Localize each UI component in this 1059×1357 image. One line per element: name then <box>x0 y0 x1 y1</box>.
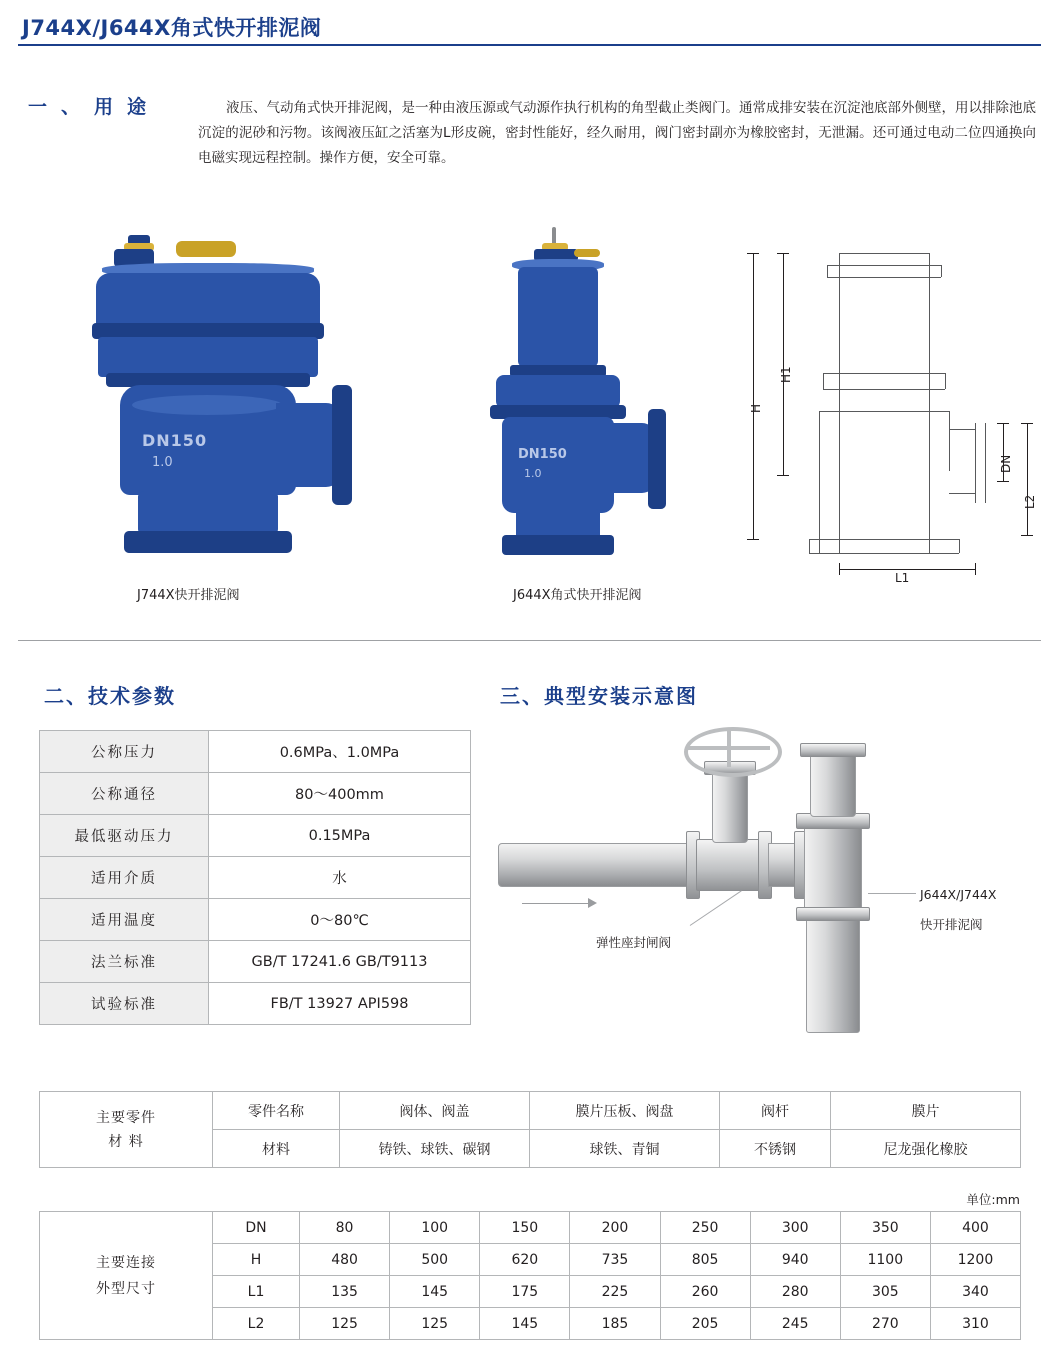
dimension-cell: 340 <box>930 1276 1020 1308</box>
table-row <box>40 773 471 815</box>
part-name: 膜片压板、阀盘 <box>530 1092 720 1130</box>
dimension-cell: 145 <box>480 1308 570 1340</box>
page-title: J744X/J644X角式快开排泥阀 <box>22 16 322 40</box>
table-row <box>40 941 471 983</box>
installation-diagram <box>490 725 1030 1035</box>
section-2-heading: 二、技术参数 <box>44 684 176 708</box>
photo-caption-left: J744X快开排泥阀 <box>137 588 240 603</box>
dimension-cell: 280 <box>750 1276 840 1308</box>
spec-key: 公称压力 <box>40 731 209 773</box>
dimension-cell: 200 <box>570 1212 660 1244</box>
spec-key: 适用介质 <box>40 857 209 899</box>
spec-value: GB/T 17241.6 GB/T9113 <box>209 941 471 983</box>
spec-key: 适用温度 <box>40 899 209 941</box>
parts-header-line2: 材 料 <box>108 1133 144 1150</box>
dimension-cell: 305 <box>840 1276 930 1308</box>
dimension-cell: 270 <box>840 1308 930 1340</box>
dimensions-header-line1: 主要连接 <box>96 1254 156 1271</box>
dimension-cell: 245 <box>750 1308 840 1340</box>
parts-col-label: 零件名称 <box>213 1092 340 1130</box>
dimension-cell: 205 <box>660 1308 750 1340</box>
tech-parameters-table <box>39 730 471 1025</box>
part-name: 膜片 <box>831 1092 1021 1130</box>
dimension-cell: 400 <box>930 1212 1020 1244</box>
parts-row-header <box>40 1092 213 1168</box>
part-material: 球铁、青铜 <box>530 1130 720 1168</box>
page-header <box>0 0 1059 46</box>
spec-value: FB/T 13927 API598 <box>209 983 471 1025</box>
dimension-cell: 135 <box>300 1276 390 1308</box>
spec-value: 0.6MPa、1.0MPa <box>209 731 471 773</box>
dimension-label: DN <box>213 1212 300 1244</box>
dimension-cell: 500 <box>390 1244 480 1276</box>
dimension-cell: 250 <box>660 1212 750 1244</box>
valve-body-marking: DN150 <box>142 431 208 450</box>
dimension-cell: 145 <box>390 1276 480 1308</box>
valve-photo-j744x: DN150 1.0 <box>80 235 370 565</box>
part-name: 阀杆 <box>720 1092 831 1130</box>
table-row <box>40 1212 1021 1244</box>
section-3-heading: 三、典型安装示意图 <box>500 684 698 708</box>
dimension-cell: 225 <box>570 1276 660 1308</box>
product-images <box>0 215 1059 615</box>
spec-key: 公称通径 <box>40 773 209 815</box>
dimension-cell: 100 <box>390 1212 480 1244</box>
spec-value: 0.15MPa <box>209 815 471 857</box>
dimension-cell: 175 <box>480 1276 570 1308</box>
spec-key: 试验标准 <box>40 983 209 1025</box>
table-row <box>40 899 471 941</box>
dimension-cell: 125 <box>300 1308 390 1340</box>
photo-caption-right: J644X角式快开排泥阀 <box>513 588 642 603</box>
dimension-cell: 620 <box>480 1244 570 1276</box>
dimension-cell: 80 <box>300 1212 390 1244</box>
dimension-cell: 480 <box>300 1244 390 1276</box>
spec-value: 水 <box>209 857 471 899</box>
dimensions-header-line2: 外型尺寸 <box>96 1280 156 1297</box>
dimensions-table <box>39 1211 1021 1340</box>
section-divider <box>18 640 1041 641</box>
dimension-cell: 310 <box>930 1308 1020 1340</box>
annotation-gate-valve: 弹性座封闸阀 <box>596 935 672 950</box>
table-row <box>40 731 471 773</box>
dimension-cell: 1100 <box>840 1244 930 1276</box>
part-material: 尼龙强化橡胶 <box>831 1130 1021 1168</box>
parts-header-line1: 主要零件 <box>96 1109 156 1126</box>
valve-photo-j644x: DN150 1.0 <box>470 227 700 567</box>
header-divider <box>18 44 1041 46</box>
dimension-cell: 1200 <box>930 1244 1020 1276</box>
table-row <box>40 857 471 899</box>
dimension-drawing: H H1 DN L2 L1 <box>735 233 1035 563</box>
unit-note: 单位:mm <box>966 1192 1020 1207</box>
dimension-cell: 350 <box>840 1212 930 1244</box>
table-row <box>40 1092 1021 1130</box>
dimension-cell: 185 <box>570 1308 660 1340</box>
dimension-cell: 300 <box>750 1212 840 1244</box>
annotation-product-line1: J644X/J744X <box>920 887 997 902</box>
spec-key: 法兰标准 <box>40 941 209 983</box>
dimensions-row-header <box>40 1212 213 1340</box>
section-1-body: 液压、气动角式快开排泥阀，是一种由液压源或气动源作执行机构的角型截止类阀门。通常成排安装在沉淀池底部外侧壁，用以排除池底沉淀的泥砂和污物。该阀液压缸之活塞为L形皮碗，密封性能好，经久耐用，阀门密封副亦为橡胶密封，无泄漏。还可通过电动二位四通换向电磁实现远程控制。操作方便，安全可靠。 <box>198 100 1036 166</box>
spec-key: 最低驱动压力 <box>40 815 209 857</box>
dimension-cell: 260 <box>660 1276 750 1308</box>
dimension-cell: 125 <box>390 1308 480 1340</box>
parts-col-label: 材料 <box>213 1130 340 1168</box>
dimension-label: H <box>213 1244 300 1276</box>
dimension-cell: 735 <box>570 1244 660 1276</box>
dimension-label: L2 <box>213 1308 300 1340</box>
part-material: 铸铁、球铁、碳钢 <box>340 1130 530 1168</box>
dimension-label: L1 <box>213 1276 300 1308</box>
table-row <box>40 815 471 857</box>
spec-value: 0～80℃ <box>209 899 471 941</box>
part-name: 阀体、阀盖 <box>340 1092 530 1130</box>
table-row <box>40 983 471 1025</box>
dimension-cell: 940 <box>750 1244 840 1276</box>
parts-material-table <box>39 1091 1021 1168</box>
annotation-product-line2: 快开排泥阀 <box>920 917 983 932</box>
dimension-cell: 805 <box>660 1244 750 1276</box>
section-1-heading: 一、用途 <box>28 96 161 118</box>
dimension-cell: 150 <box>480 1212 570 1244</box>
spec-value: 80～400mm <box>209 773 471 815</box>
part-material: 不锈钢 <box>720 1130 831 1168</box>
